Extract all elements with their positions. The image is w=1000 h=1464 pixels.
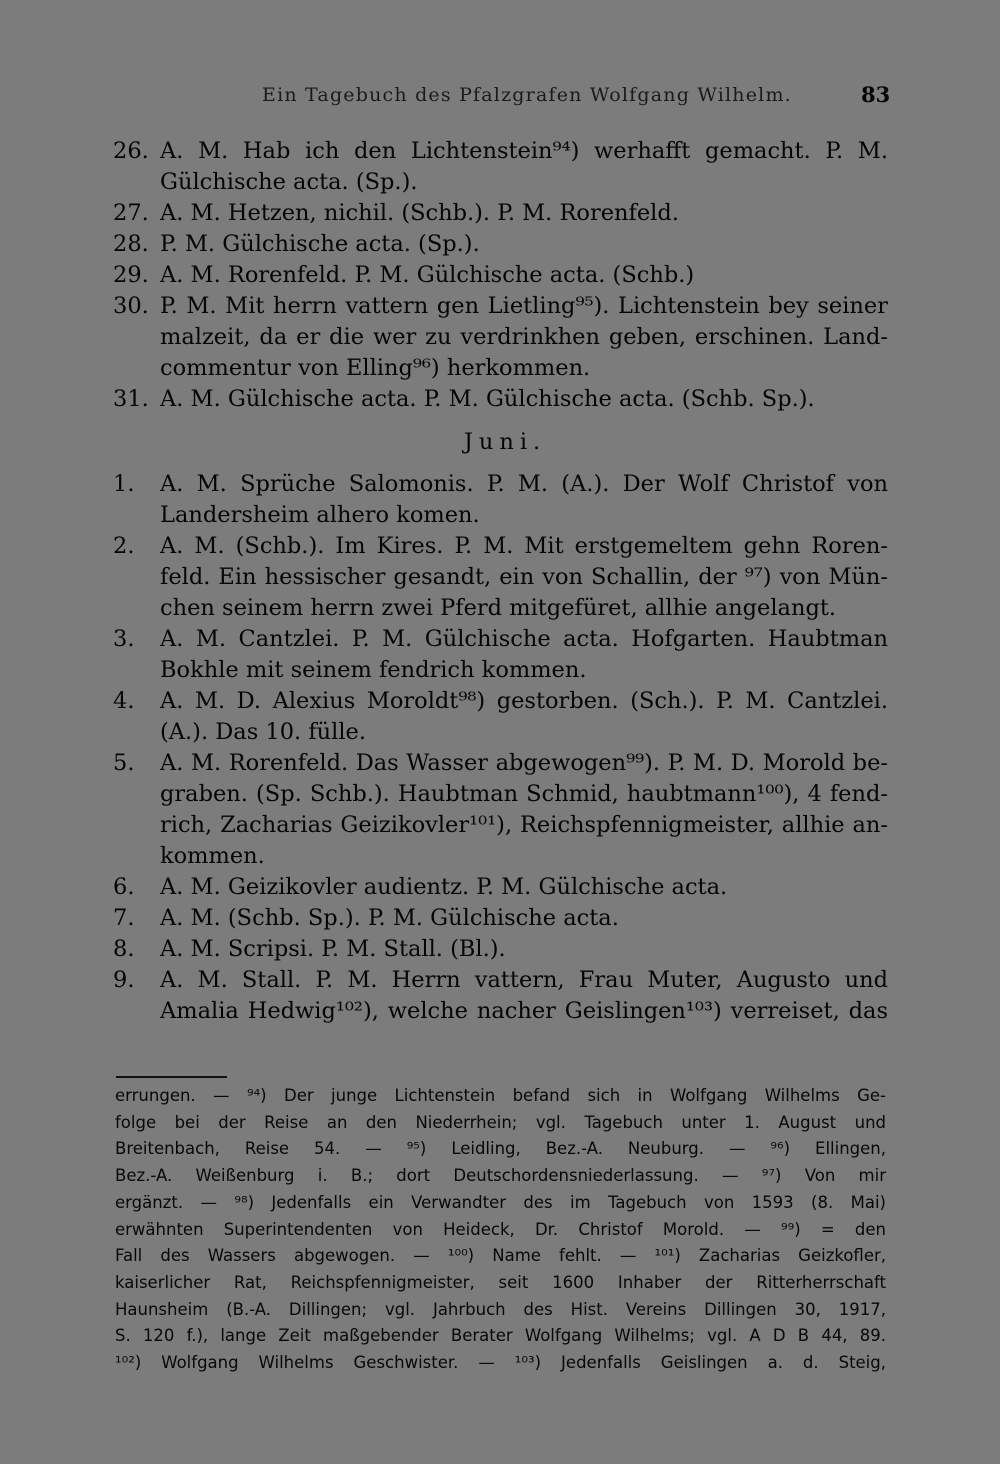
footnote-line: ergänzt. — ⁹⁸) Jedenfalls ein Verwandter des im Tagebuch von 1593 (8. Mai) [115,1192,886,1212]
entry-day-number: 2. [113,533,135,559]
entry-text-line: A. M. Scripsi. P. M. Stall. (Bl.). [160,936,506,962]
entry-text-line: Landersheim alhero komen. [160,502,480,528]
entry-day-number: 31. [113,386,149,412]
entry-text-line: A. M. (Schb. Sp.). P. M. Gülchische acta. [160,905,619,931]
entry-text-line: kommen. [160,843,265,869]
diary-entry [0,934,1000,965]
footnote-line: S. 120 f.), lange Zeit maßgebender Berater Wolfgang Wilhelms; vgl. A D B 44, 89. [115,1326,886,1346]
footnote-line: erwähnten Superintendenten von Heideck, Dr. Christof Morold. — ⁹⁹) = den [115,1219,886,1239]
running-title: Ein Tagebuch des Pfalzgrafen Wolfgang Wilhelm. [262,84,792,106]
entry-text-line: chen seinem herrn zwei Pferd mitgefüret, allhie angelangt. [160,595,837,621]
entry-day-number: 9. [113,967,135,993]
entry-text-line: A. M. Hab ich den Lichtenstein⁹⁴) werhafft gemacht. P. M. [160,138,888,164]
diary-entry [0,384,1000,415]
footnote-line: folge bei der Reise an den Niederrhein; vgl. Tagebuch unter 1. August und [115,1112,886,1132]
entry-text-line: commentur von Elling⁹⁶) herkommen. [160,355,591,381]
entry-text-line: A. M. Rorenfeld. P. M. Gülchische acta. (Schb.) [160,262,695,288]
footnote-line: Haunsheim (B.-A. Dillingen; vgl. Jahrbuch des Hist. Vereins Dillingen 30, 1917, [115,1299,886,1319]
entry-text-line: A. M. D. Alexius Moroldt⁹⁸) gestorben. (Sch.). P. M. Cantzlei. [160,688,888,714]
diary-entry [0,136,1000,198]
entry-text-line: A. M. (Schb.). Im Kires. P. M. Mit erstgemeltem gehn Roren- [160,533,888,559]
diary-entry [0,965,1000,1027]
entry-day-number: 7. [113,905,135,931]
entry-text-line: malzeit, da er die wer zu verdrinkhen geben, erschinen. Land- [160,324,888,350]
diary-entry [0,624,1000,686]
diary-entry [0,229,1000,260]
may-entries [0,136,1000,415]
diary-entries [0,136,1000,1027]
entry-day-number: 29. [113,262,149,288]
diary-entry [0,198,1000,229]
entry-text-line: Bokhle mit seinem fendrich kommen. [160,657,587,683]
entry-day-number: 26. [113,138,149,164]
diary-entry [0,686,1000,748]
footnote-line: ¹⁰²) Wolfgang Wilhelms Geschwister. — ¹⁰³) Jedenfalls Geislingen a. d. Steig, [115,1353,886,1373]
entry-day-number: 28. [113,231,149,257]
footnote-line: Fall des Wassers abgewogen. — ¹⁰⁰) Name fehlt. — ¹⁰¹) Zacharias Geizkofler, [115,1246,886,1266]
entry-text-line: A. M. Gülchische acta. P. M. Gülchische acta. (Schb. Sp.). [160,386,815,412]
entry-text-line: (A.). Das 10. fülle. [160,719,367,745]
entry-text-line: P. M. Gülchische acta. (Sp.). [160,231,480,257]
diary-entry [0,903,1000,934]
page-number: 83 [861,82,891,107]
entry-text-line: A. M. Cantzlei. P. M. Gülchische acta. Hofgarten. Haubtman [160,626,888,652]
entry-text-line: A. M. Sprüche Salomonis. P. M. (A.). Der Wolf Christof von [160,471,888,497]
month-heading: Juni. [463,429,547,455]
entry-text-line: Gülchische acta. (Sp.). [160,169,418,195]
diary-entry [0,748,1000,872]
entry-day-number: 27. [113,200,149,226]
page-header [0,80,1000,112]
entry-text-line: Amalia Hedwig¹⁰²), welche nacher Geislingen¹⁰³) verreiset, das [160,998,888,1024]
footnote-line: errungen. — ⁹⁴) Der junge Lichtenstein befand sich in Wolfgang Wilhelms Ge- [115,1086,886,1105]
diary-entry [0,872,1000,903]
entry-day-number: 5. [113,750,135,776]
entry-text-line: A. M. Hetzen, nichil. (Schb.). P. M. Rorenfeld. [160,200,679,226]
diary-entry [0,291,1000,384]
entry-day-number: 8. [113,936,135,962]
footnote-line: kaiserlicher Rat, Reichspfennigmeister, seit 1600 Inhaber der Ritterherrschaft [115,1272,886,1292]
diary-entry [0,469,1000,531]
footnotes [0,1083,1000,1377]
entry-text-line: rich, Zacharias Geizikovler¹⁰¹), Reichspfennigmeister, allhie an- [160,812,888,838]
entry-day-number: 30. [113,293,149,319]
footnote-rule [116,1076,227,1078]
footnote-line: Bez.-A. Weißenburg i. B.; dort Deutschordensniederlassung. — ⁹⁷) Von mir [115,1166,886,1186]
entry-day-number: 1. [113,471,135,497]
diary-entry [0,260,1000,291]
entry-text-line: A. M. Geizikovler audientz. P. M. Gülchische acta. [160,874,728,900]
diary-entry [0,531,1000,624]
footnote-line: Breitenbach, Reise 54. — ⁹⁵) Leidling, Bez.-A. Neuburg. — ⁹⁶) Ellingen, [115,1139,886,1159]
entry-text-line: graben. (Sp. Schb.). Haubtman Schmid, haubtmann¹⁰⁰), 4 fend- [160,781,888,807]
entry-day-number: 3. [113,626,135,652]
entry-day-number: 4. [113,688,135,714]
entry-day-number: 6. [113,874,135,900]
entry-text-line: feld. Ein hessischer gesandt, ein von Schallin, der ⁹⁷) von Mün- [160,564,888,590]
entry-text-line: A. M. Stall. P. M. Herrn vattern, Frau Muter, Augusto und [160,967,888,993]
entry-text-line: P. M. Mit herrn vattern gen Lietling⁹⁵). Lichtenstein bey seiner [160,293,888,319]
june-entries [0,469,1000,1027]
entry-text-line: A. M. Rorenfeld. Das Wasser abgewogen⁹⁹). P. M. D. Morold be- [160,750,888,776]
